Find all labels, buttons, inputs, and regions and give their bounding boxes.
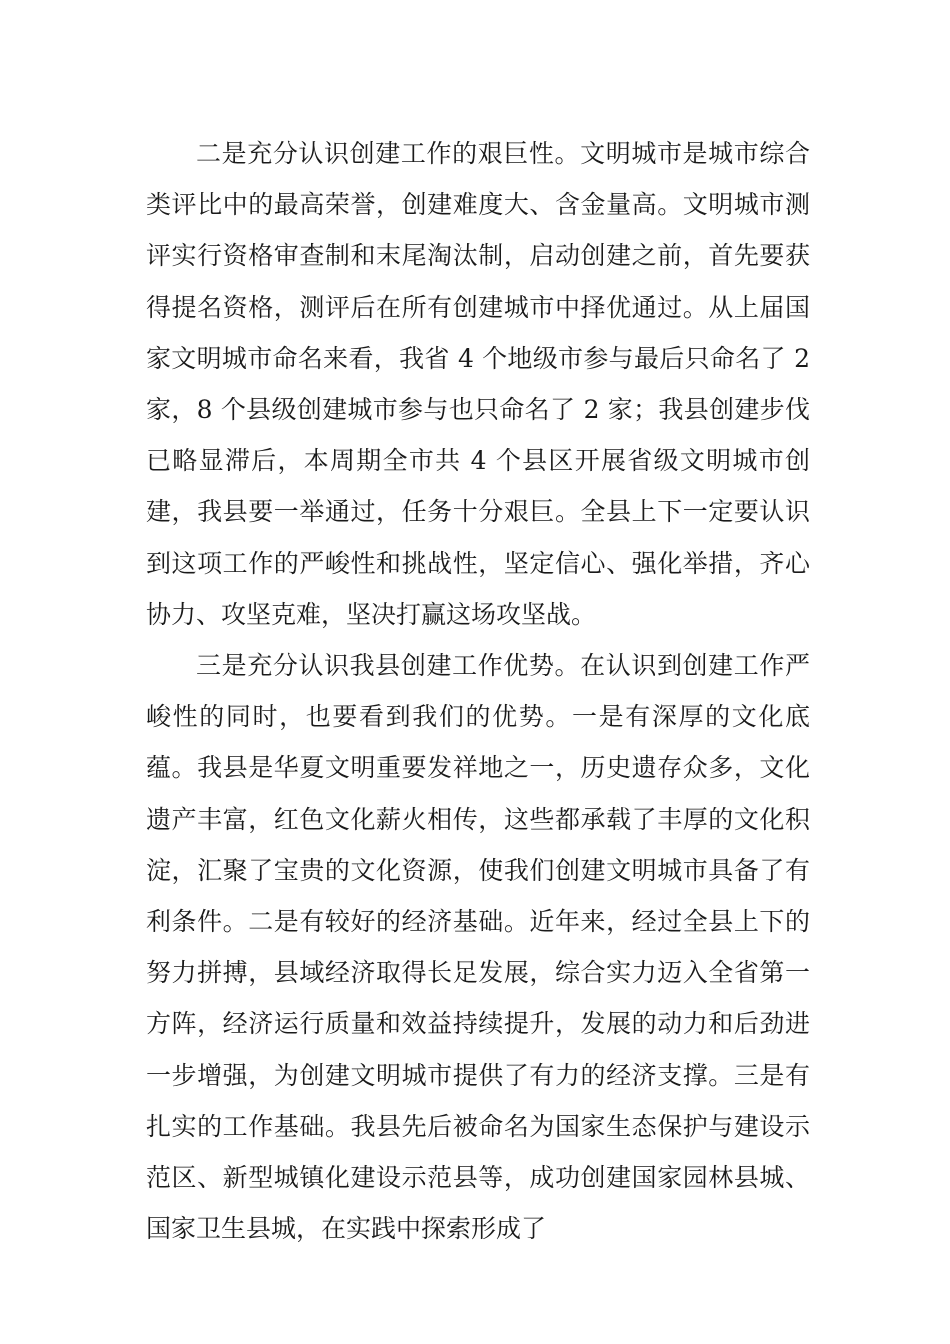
body-text bbox=[146, 128, 810, 1254]
paragraph-difficulty: 二是充分认识创建工作的艰巨性。文明城市是城市综合类评比中的最高荣誉，创建难度大、含金量高。文明城市测评实行资格审查制和末尾淘汰制，启动创建之前，首先要获得提名资格，测评后在所有创建城市中择优通过。从上届国家文明城市命名来看，我省 4 个地级市参与最后只命名了 2 家，8 个县级创建城市参与也只命名了 2 家；我县创建步伐已略显滞后，本周期全市共 4 个县区开展省级文明城市创建，我县要一举通过，任务十分艰巨。全县上下一定要认识到这项工作的严峻性和挑战性，坚定信心、强化举措，齐心协力、攻坚克难，坚决打赢这场攻坚战。 bbox=[146, 139, 810, 629]
paragraph-advantages: 三是充分认识我县创建工作优势。在认识到创建工作严峻性的同时，也要看到我们的优势。一是有深厚的文化底蕴。我县是华夏文明重要发祥地之一，历史遗存众多，文化遗产丰富，红色文化薪火相传，这些都承载了丰厚的文化积淀，汇聚了宝贵的文化资源，使我们创建文明城市具备了有利条件。二是有较好的经济基础。近年来，经过全县上下的努力拼搏，县域经济取得长足发展，综合实力迈入全省第一方阵，经济运行质量和效益持续提升，发展的动力和后劲进一步增强，为创建文明城市提供了有力的经济支撑。三是有扎实的工作基础。我县先后被命名为国家生态保护与建设示范区、新型城镇化建设示范县等，成功创建国家园林县城、国家卫生县城，在实践中探索形成了 bbox=[146, 651, 810, 1244]
